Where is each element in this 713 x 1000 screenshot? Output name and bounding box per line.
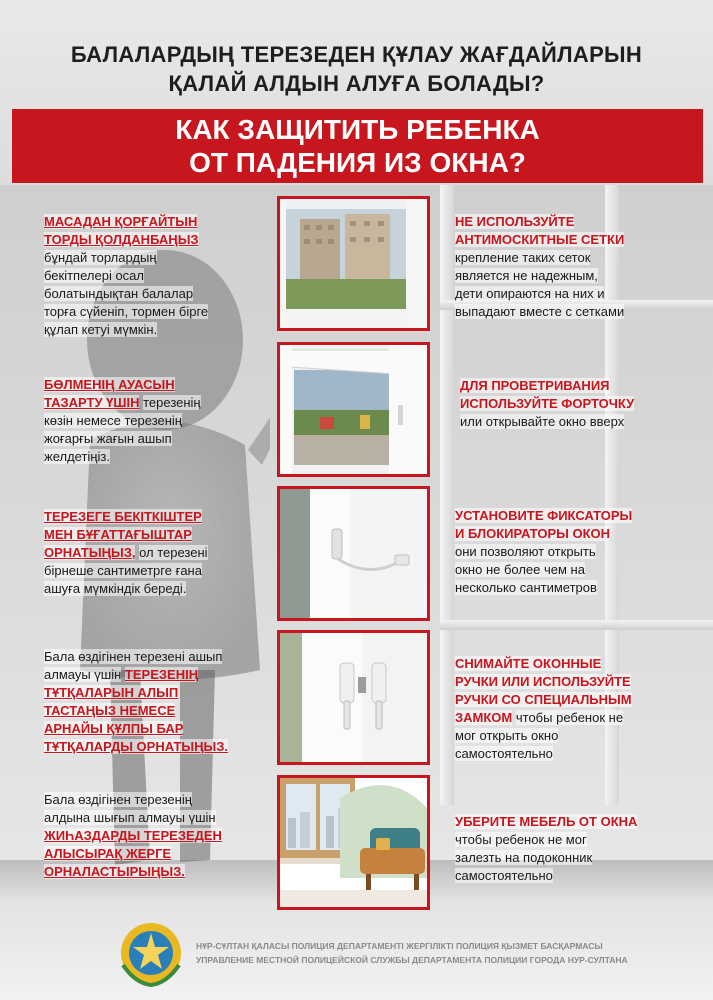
page-title-kz: БАЛАЛАРДЫҢ ТЕРЕЗЕДЕН ҚҰЛАУ ЖАҒДАЙЛАРЫН ҚАЛАЙ АЛДЫН АЛУҒА БОЛАДЫ? bbox=[70, 42, 643, 96]
window-lock-handle-photo bbox=[277, 630, 430, 765]
tip-ru-handles: СНИМАЙТЕ ОКОННЫЕ РУЧКИ ИЛИ ИСПОЛЬЗУЙТЕ РУЧКИ СО СПЕЦИАЛЬНЫМ ЗАМКОМ чтобы ребенок не мог открыть окно самостоятельно bbox=[455, 656, 632, 761]
tip-kz-furniture: Бала өздігінен терезенің алдына шығып алмауы үшін ЖИҺАЗДАРДЫ ТЕРЕЗЕДЕН АЛЫСЫРАҚ ЖЕРГЕ ОРНАЛАСТЫРЫҢЫЗ. bbox=[44, 792, 222, 879]
window-mosquito-net-photo bbox=[277, 196, 430, 331]
footer-organization: НҰР-СҰЛТАН ҚАЛАСЫ ПОЛИЦИЯ ДЕПАРТАМЕНТІ ЖЕРГІЛІКТІ ПОЛИЦИЯ ҚЫЗМЕТ БАСҚАРМАСЫ УПРАВЛЕНИЕ МЕСТНОЙ ПОЛИЦЕЙСКОЙ СЛУЖБЫ ДЕПАРТАМЕНТА ПОЛИЦИИ ГОРОДА НУР-СУЛТАНА bbox=[196, 941, 628, 965]
window-restrictor-photo bbox=[277, 486, 430, 621]
tip-kz-handles: Бала өздігінен терезені ашып алмауы үшін ТЕРЕЗЕНІҢ ТҰТҚАЛАРЫН АЛЫП ТАСТАҢЫЗ НЕМЕСЕ АРНАЙЫ ҚҰЛПЫ БАР ТҰТҚАЛАРДЫ ОРНАТЫҢЫЗ. bbox=[44, 649, 229, 754]
window-frame bbox=[440, 185, 454, 805]
window-frame bbox=[440, 620, 713, 630]
tip-ru-furniture: УБЕРИТЕ МЕБЕЛЬ ОТ ОКНА чтобы ребенок не мог залезть на подоконник самостоятельно bbox=[455, 814, 638, 883]
furniture-by-window-illustration bbox=[277, 775, 430, 910]
tip-kz-mosquito-net: МАСАДАН ҚОРҒАЙТЫН ТОРДЫ ҚОЛДАНБАҢЫЗ бұндай торлардың бекітпелері осал болатындықтан балалар торға сүйеніп, тормен бірге құлап кетуі мүмкін. bbox=[44, 214, 209, 337]
tip-ru-mosquito-net: НЕ ИСПОЛЬЗУЙТЕ АНТИМОСКИТНЫЕ СЕТКИ крепление таких сеток является не надежным, дети опираются на них и выпадают вместе с сетками bbox=[455, 214, 625, 319]
tip-ru-restrictors: УСТАНОВИТЕ ФИКСАТОРЫ И БЛОКИРАТОРЫ ОКОН они позволяют открыть окно не более чем на несколько сантиметров bbox=[455, 508, 633, 595]
window-tilt-open-photo bbox=[277, 342, 430, 477]
tip-ru-ventilation: ДЛЯ ПРОВЕТРИВАНИЯ ИСПОЛЬЗУЙТЕ ФОРТОЧКУ или открывайте окно вверх bbox=[460, 378, 635, 429]
police-emblem-icon bbox=[115, 917, 187, 989]
page-title-ru: КАК ЗАЩИТИТЬ РЕБЕНКА ОТ ПАДЕНИЯ ИЗ ОКНА? bbox=[175, 114, 540, 178]
tip-kz-restrictors: ТЕРЕЗЕГЕ БЕКІТКІШТЕР МЕН БҰҒАТТАҒЫШТАР ОРНАТЫҢЫЗ, ол терезені бірнеше сантиметрге ғана ашуға мүмкіндік береді. bbox=[44, 509, 208, 596]
tip-kz-ventilation: БӨЛМЕНІҢ АУАСЫН ТАЗАРТУ ҮШІН терезенің көзін немесе терезенің жоғарғы жағын ашып желдетіңіз. bbox=[44, 377, 201, 464]
